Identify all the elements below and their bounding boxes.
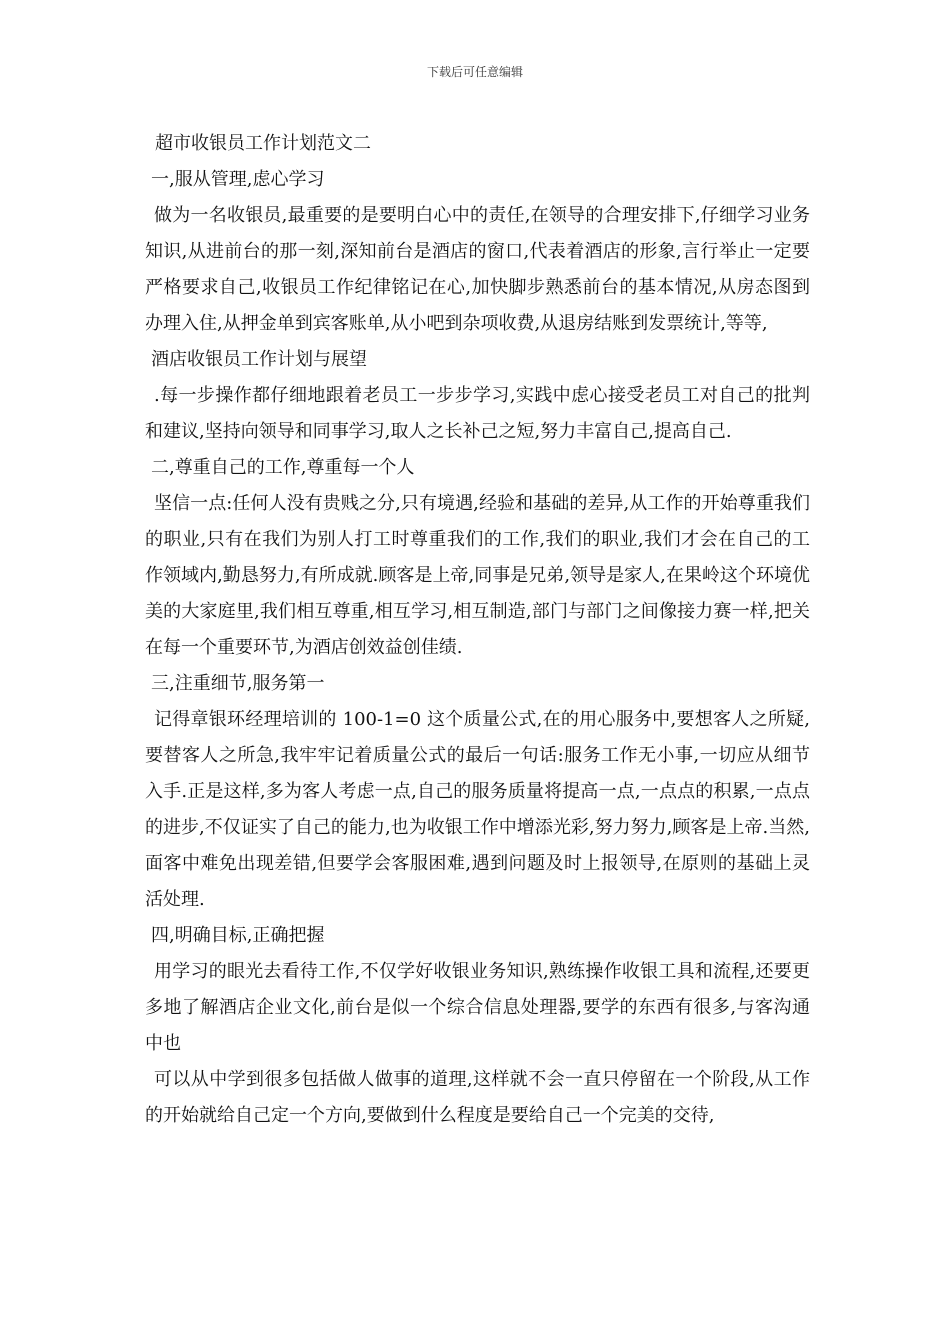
- document-title: 超市收银员工作计划范文二: [155, 133, 371, 154]
- paragraph-4: 记得章银环经理培训的 100-1=0 这个质量公式,在的用心服务中,要想客人之所疑,要替客人之所急,我牢牢记着质量公式的最后一句话:服务工作无小事,一切应从细节入手.正是这样,多为客人考虑一点,自己的服务质量将提高一点,一点点的积累,一点点的进步,不仅证实了自己的能力,也为收银工作中增添光彩,努力努力,顾客是上帝.当然,面客中难免出现差错,但要学会客服困难,遇到问题及时上报领导,在原则的基础上灵活处理.: [145, 709, 810, 910]
- section-heading-3: 三,注重细节,服务第一: [151, 673, 325, 694]
- document-body: [145, 126, 810, 1134]
- paragraph-5: 用学习的眼光去看待工作,不仅学好收银业务知识,熟练操作收银工具和流程,还要更多地了解酒店企业文化,前台是似一个综合信息处理器,要学的东西有很多,与客沟通中也: [145, 961, 810, 1054]
- page-header: 下载后可任意编辑: [426, 65, 523, 79]
- paragraph-6: 可以从中学到很多包括做人做事的道理,这样就不会一直只停留在一个阶段,从工作的开始就给自己定一个方向,要做到什么程度是要给自己一个完美的交待,: [145, 1069, 810, 1126]
- section-heading-subtitle: 酒店收银员工作计划与展望: [151, 349, 367, 370]
- section-heading-1: 一,服从管理,虑心学习: [151, 169, 325, 190]
- paragraph-3: 坚信一点:任何人没有贵贱之分,只有境遇,经验和基础的差异,从工作的开始尊重我们的职业,只有在我们为别人打工时尊重我们的工作,我们的职业,我们才会在自己的工作领域内,勤恳努力,有所成就.顾客是上帝,同事是兄弟,领导是家人,在果岭这个环境优美的大家庭里,我们相互尊重,相互学习,相互制造,部门与部门之间像接力赛一样,把关在每一个重要环节,为酒店创效益创佳绩.: [145, 493, 810, 658]
- paragraph-1: 做为一名收银员,最重要的是要明白心中的责任,在领导的合理安排下,仔细学习业务知识,从进前台的那一刻,深知前台是酒店的窗口,代表着酒店的形象,言行举止一定要严格要求自己,收银员工作纪律铭记在心,加快脚步熟悉前台的基本情况,从房态图到办理入住,从押金单到宾客账单,从小吧到杂项收费,从退房结账到发票统计,等等,: [145, 205, 810, 334]
- paragraph-2: .每一步操作都仔细地跟着老员工一步步学习,实践中虑心接受老员工对自己的批判和建议,坚持向领导和同事学习,取人之长补己之短,努力丰富自己,提高自己.: [145, 385, 810, 442]
- section-heading-2: 二,尊重自己的工作,尊重每一个人: [151, 457, 415, 478]
- section-heading-4: 四,明确目标,正确把握: [151, 925, 325, 946]
